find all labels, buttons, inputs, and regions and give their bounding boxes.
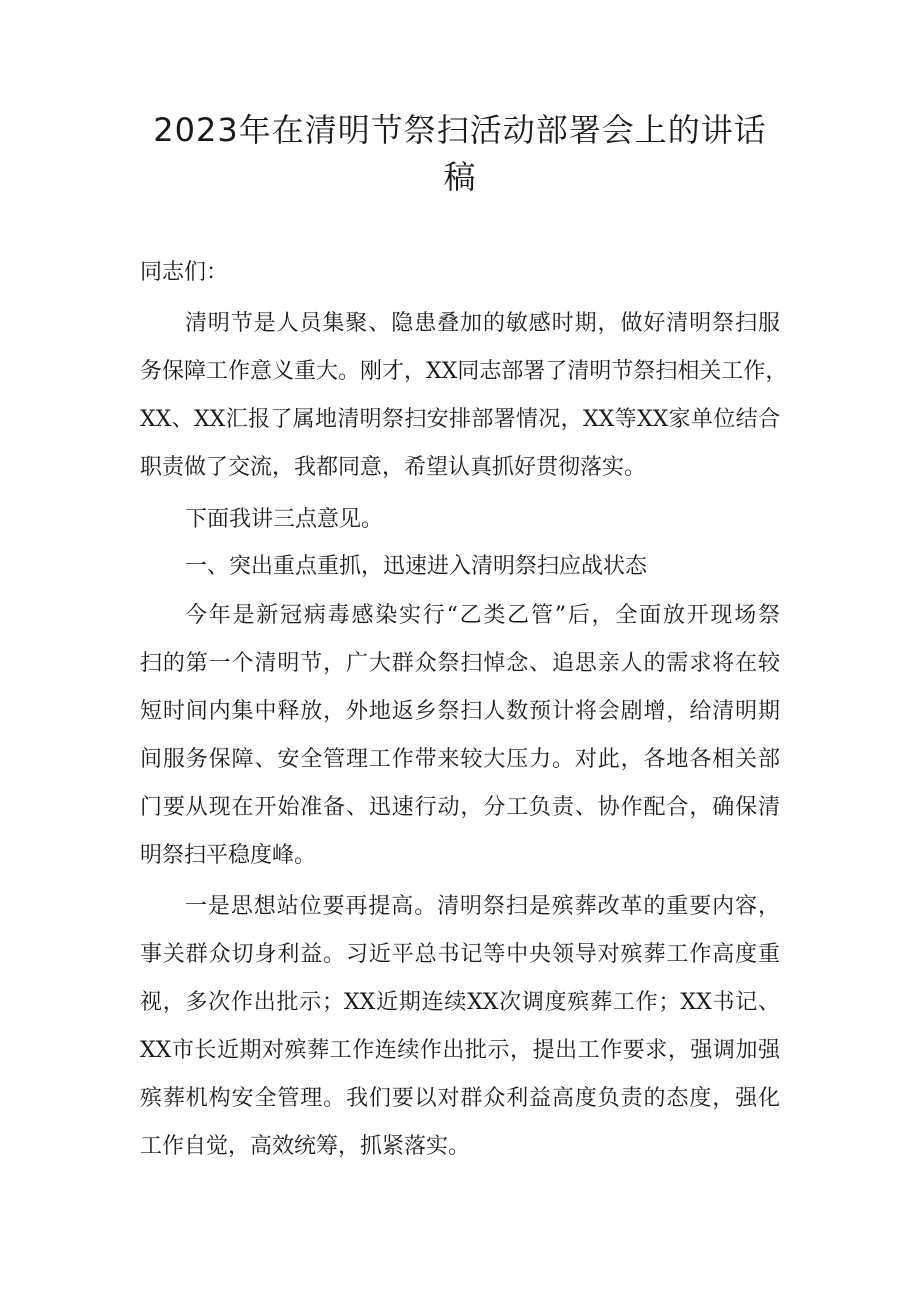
paragraph-line: 殡葬机构安全管理。我们要以对群众利益高度负责的态度，强化 (140, 1086, 780, 1111)
paragraph-line: 下面我讲三点意见。 (185, 507, 384, 532)
paragraph-line: 明祭扫平稳度峰。 (140, 843, 317, 868)
paragraph-line: 间服务保障、安全管理工作带来较大压力。对此，各地各相关部 (140, 747, 780, 772)
paragraph-line: 门要从现在开始准备、迅速行动，分工负责、协作配合，确保清 (140, 795, 780, 820)
paragraph-line: 一是思想站位要再提高。清明祭扫是殡葬改革的重要内容， (185, 894, 780, 919)
paragraph-line: 务保障工作意义重大。刚才，XX同志部署了清明节祭扫相关工作， (140, 359, 788, 384)
document-title-line-1: 2023年在清明节祭扫活动部署会上的讲话 (153, 111, 767, 149)
paragraph-line: 职责做了交流，我都同意，希望认真抓好贯彻落实。 (140, 455, 647, 480)
paragraph-line: 短时间内集中释放，外地返乡祭扫人数预计将会剧增，给清明期 (140, 699, 780, 724)
paragraph-line: 扫的第一个清明节，广大群众祭扫悼念、追思亲人的需求将在较 (140, 651, 780, 676)
paragraph-line: 工作自觉，高效统筹，抓紧落实。 (140, 1134, 471, 1159)
paragraph-line: 视，多次作出批示；XX近期连续XX次调度殡葬工作；XX书记、 (140, 990, 780, 1015)
paragraph-line: XX市长近期对殡葬工作连续作出批示，提出工作要求，强调加强 (140, 1038, 780, 1063)
document-title-line-2: 稿 (443, 158, 477, 196)
paragraph-line: 事关群众切身利益。习近平总书记等中央领导对殡葬工作高度重 (140, 942, 780, 967)
paragraph-line: 今年是新冠病毒感染实行“乙类乙管”后，全面放开现场祭 (185, 603, 780, 628)
section-heading: 一、突出重点重抓，迅速进入清明祭扫应战状态 (185, 554, 648, 579)
paragraph-line: 清明节是人员集聚、隐患叠加的敏感时期，做好清明祭扫服 (185, 311, 780, 336)
salutation: 同志们： (140, 260, 229, 285)
paragraph-line: XX、XX汇报了属地清明祭扫安排部署情况，XX等XX家单位结合 (140, 407, 780, 432)
